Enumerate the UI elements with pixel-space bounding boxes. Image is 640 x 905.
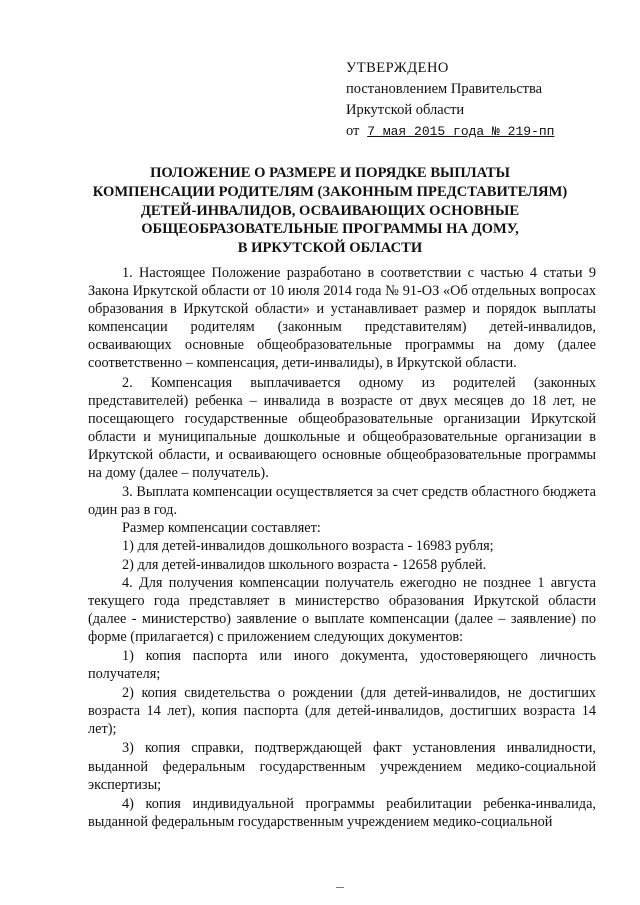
title-line: В ИРКУТСКОЙ ОБЛАСТИ: [237, 240, 423, 257]
scan-mark: [336, 887, 344, 888]
paragraph-3: 3. Выплата компенсации осуществляется за счет средств областного бюджета один раз в год.: [88, 484, 596, 519]
approval-stamp: [346, 58, 554, 142]
title-line: КОМПЕНСАЦИИ РОДИТЕЛЯМ (ЗАКОННЫМ ПРЕДСТАВИТЕЛЯМ): [92, 183, 568, 200]
compensation-school: 2) для детей-инвалидов школьного возраста - 12658 рублей.: [122, 556, 487, 573]
document-item-3: 3) копия справки, подтверждающей факт установления инвалидности, выданной федеральным государственным учреждением медико-социальной экспертизы;: [88, 740, 596, 793]
paragraph-1: 1. Настоящее Положение разработано в соответствии с частью 4 статьи 9 Закона Иркутской области от 10 июля 2014 года № 91-ОЗ «Об отдельных вопросах образования в Иркутской области» и устанавливает размер и порядок выплаты компенсации родителям (законным представителям) детей-инвалидов, осваивающих основные общеобразовательные программы на дому (далее соответственно – компенсация, дети-инвалиды), в Иркутской области.: [88, 265, 596, 372]
approval-date-number: 7 мая 2015 года № 219-пп: [367, 124, 555, 139]
document-body: [88, 264, 596, 831]
approval-line-2: Иркутской области: [346, 102, 465, 118]
approval-date-line: [346, 121, 554, 142]
document-title: [80, 164, 580, 258]
approval-line-1: постановлением Правительства: [346, 81, 543, 97]
compensation-preschool: 1) для детей-инвалидов дошкольного возраста - 16983 рубля;: [122, 538, 494, 555]
document-item-4: 4) копия индивидуальной программы реабилитации ребенка-инвалида, выданной федеральным государственным учреждением медико-социальной: [88, 795, 596, 830]
title-line: ПОЛОЖЕНИЕ О РАЗМЕРЕ И ПОРЯДКЕ ВЫПЛАТЫ: [150, 165, 510, 181]
approval-from: от: [346, 123, 360, 139]
compensation-amount-intro: Размер компенсации составляет:: [122, 520, 321, 537]
document-item-1: 1) копия паспорта или иного документа, удостоверяющего личность получателя;: [88, 647, 596, 683]
title-line: ДЕТЕЙ-ИНВАЛИДОВ, ОСВАИВАЮЩИХ ОСНОВНЫЕ: [140, 202, 520, 219]
paragraph-4: 4. Для получения компенсации получатель ежегодно не позднее 1 августа текущего года представляет в министерство образования Иркутской области (далее - министерство) заявление о выплате компенсации (далее – заявление) по форме (прилагается) с приложением следующих документов:: [88, 574, 596, 645]
document-item-2: 2) копия свидетельства о рождении (для детей-инвалидов, не достигших возраста 14 лет), копия паспорта (для детей-инвалидов, достигших возраста 14 лет);: [88, 685, 596, 738]
title-line: ОБЩЕОБРАЗОВАТЕЛЬНЫЕ ПРОГРАММЫ НА ДОМУ,: [141, 221, 519, 238]
approved-heading: УТВЕРЖДЕНО: [346, 60, 449, 76]
paragraph-2: 2. Компенсация выплачивается одному из родителей (законных представителей) ребенка – инвалида в возрасте от двух месяцев до 18 лет, не посещающего государственные общеобразовательные организации Иркутской области и муниципальные дошкольные и общеобразовательные организации в Иркутской области, и осваивающего основные общеобразовательные программы на дому (далее – получатель).: [88, 374, 596, 482]
